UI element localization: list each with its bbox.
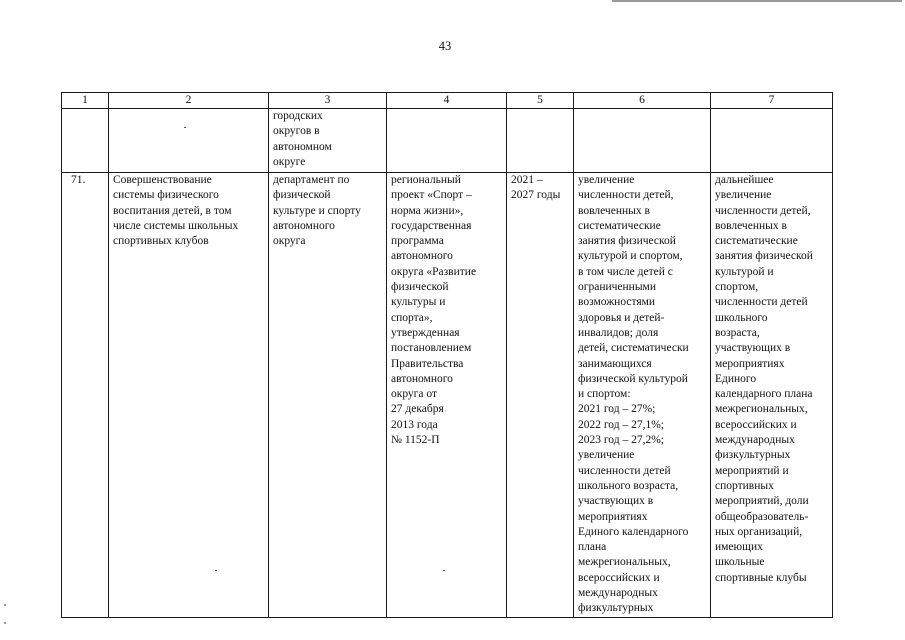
measure-name-cell [109, 173, 269, 618]
text-line: школьные [715, 556, 765, 569]
text-line: мероприятий и [715, 464, 789, 477]
text-line: увеличение [578, 449, 635, 462]
text-line: участвующих в [578, 495, 654, 508]
text-line: 2027 годы [511, 189, 561, 202]
text-line: и спортом: [578, 388, 631, 401]
table-cell [109, 109, 269, 173]
text-line: автономного [391, 250, 453, 263]
text-line: 2022 год – 27,1%; [578, 418, 664, 431]
text-line: системы физического [113, 189, 219, 202]
text-line: департамент по [273, 174, 350, 186]
text-line: занятия физической [578, 235, 676, 248]
text-line: спортивные клубы [715, 571, 807, 584]
text-line: региональный [391, 174, 461, 186]
text-line: государственная [391, 219, 472, 232]
text-line: возможностями [578, 296, 656, 309]
text-line: в том числе детей с [578, 265, 673, 278]
text-line: увеличение [715, 189, 772, 202]
text-line: постановлением [391, 342, 472, 355]
text-line: Единого [715, 372, 757, 385]
text-line: межрегиональных, [715, 403, 808, 416]
text-line: 2013 года [391, 418, 438, 431]
page-number: 43 [438, 39, 452, 53]
text-line: физической культурой [578, 372, 688, 385]
expected-result-cell [574, 173, 711, 618]
text-line: возраста, [715, 326, 760, 339]
text-line: мероприятий, доли [715, 495, 809, 508]
table-cell [711, 109, 833, 173]
table-cell [574, 109, 711, 173]
text-line: культурой и [715, 265, 774, 278]
text-line: автономном [273, 140, 332, 153]
text-line: физкультурных [715, 449, 791, 462]
text-line: культуре и спорту [273, 204, 361, 217]
column-number: 4 [387, 93, 507, 109]
scan-edge-mark [4, 604, 6, 606]
text-line: городских [273, 110, 323, 122]
text-line: всероссийских и [578, 571, 660, 584]
text-line: численности детей [715, 296, 808, 309]
text-line: Совершенствование [113, 174, 212, 186]
text-line: ных организаций, [715, 525, 803, 538]
text-line: проект «Спорт – [391, 189, 472, 202]
text-line: Правительства [391, 357, 464, 370]
text-line: № 1152-П [391, 434, 440, 447]
text-line: округов в [273, 125, 320, 138]
further-result-cell [711, 173, 833, 618]
text-line: 2021 – [511, 174, 543, 186]
table-row-71 [62, 173, 833, 618]
column-number: 5 [507, 93, 574, 109]
text-line: норма жизни», [391, 204, 464, 217]
text-line: школьного [715, 311, 768, 324]
text-line: здоровья и детей- [578, 311, 665, 324]
text-line: школьного возраста, [578, 479, 679, 492]
text-line: занятия физической [715, 250, 813, 263]
responsible-cell [269, 173, 387, 618]
text-line: систематические [715, 235, 798, 248]
text-line: плана [578, 541, 607, 554]
text-line: вовлеченных в [715, 219, 787, 232]
text-line: увеличение [578, 174, 635, 186]
text-line: автономного [391, 372, 453, 385]
text-line: мероприятиях [578, 510, 648, 523]
row-number: 71. [62, 173, 109, 618]
table-cell [62, 109, 109, 173]
text-line: участвующих в [715, 342, 791, 355]
text-line: спортом, [715, 281, 759, 294]
column-number: 2 [109, 93, 269, 109]
text-line: инвалидов; доля [578, 326, 659, 339]
text-line: имеющих [715, 541, 763, 554]
text-line: округа «Развитие [391, 265, 477, 278]
period-cell [507, 173, 574, 618]
program-cell [387, 173, 507, 618]
text-line: округе [273, 155, 306, 168]
text-line: 27 декабря [391, 403, 444, 416]
text-line: программа [391, 235, 444, 248]
text-line: международных [715, 434, 795, 447]
text-line: воспитания детей, в том [113, 204, 232, 217]
text-line: численности детей, [578, 189, 674, 202]
text-line: округа от [391, 388, 438, 401]
text-line: 2021 год – 27%; [578, 403, 656, 416]
continuation-row [62, 109, 833, 173]
text-line: детей, систематически [578, 342, 689, 355]
text-line: физической [391, 281, 449, 294]
table-cell [269, 109, 387, 173]
text-line: спорта», [391, 311, 433, 324]
text-line: числе системы школьных [113, 219, 239, 232]
text-line: дальнейшее [715, 174, 774, 186]
text-line: занимающихся [578, 357, 652, 370]
text-line: общеобразователь- [715, 510, 809, 523]
text-line: Единого календарного [578, 525, 689, 538]
text-line: автономного [273, 219, 335, 232]
text-line: всероссийских и [715, 418, 797, 431]
text-line: 2023 год – 27,2%; [578, 434, 664, 447]
text-line: ограниченными [578, 281, 656, 294]
text-line: физкультурных [578, 602, 654, 615]
text-line: культурой и спортом, [578, 250, 683, 263]
text-line: численности детей [578, 464, 671, 477]
text-line: спортивных [715, 479, 774, 492]
text-line: международных [578, 587, 658, 600]
text-line: систематические [578, 219, 661, 232]
text-line: вовлеченных в [578, 204, 650, 217]
column-number-row [62, 93, 833, 109]
table-cell [507, 109, 574, 173]
text-line: мероприятиях [715, 357, 785, 370]
text-line: календарного плана [715, 388, 813, 401]
text-line: численности детей, [715, 204, 811, 217]
column-number: 1 [62, 93, 109, 109]
column-number: 3 [269, 93, 387, 109]
measures-table [61, 92, 833, 618]
text-line: культуры и [391, 296, 446, 309]
text-line: округа [273, 235, 306, 248]
column-number: 7 [711, 93, 833, 109]
text-line: спортивных клубов [113, 235, 209, 248]
table-cell [387, 109, 507, 173]
text-line: утвержденная [391, 326, 460, 339]
text-line: межрегиональных, [578, 556, 671, 569]
scan-edge-mark [4, 622, 6, 624]
scan-edge-line [612, 0, 902, 2]
column-number: 6 [574, 93, 711, 109]
text-line: физической [273, 189, 331, 202]
